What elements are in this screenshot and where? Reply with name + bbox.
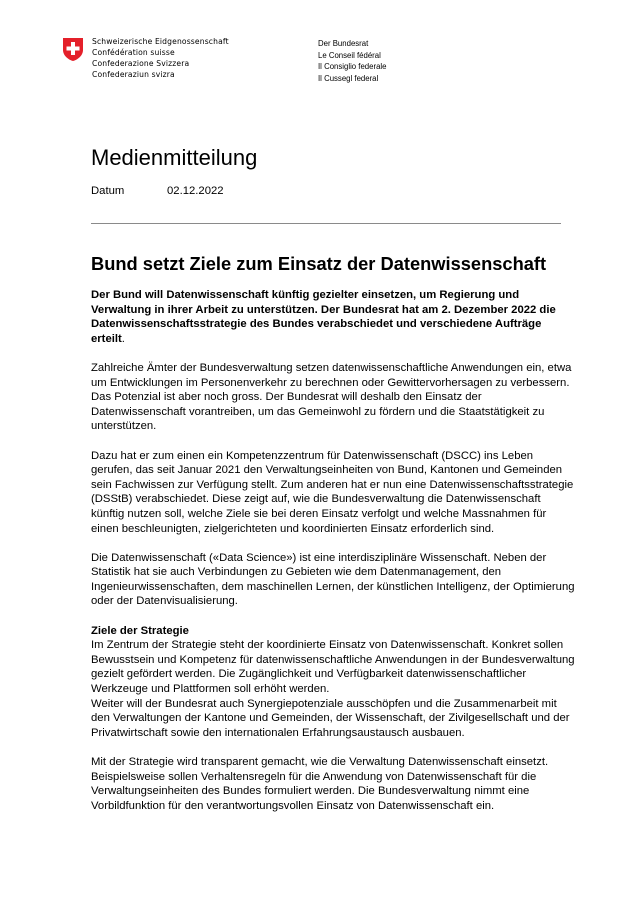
body-paragraph: Dazu hat er zum einen ein Kompetenzzentrum für Datenwissenschaft (DSCC) ins Leben gerufen, das seit Januar 2021 den Verwaltungseinheiten von Bund, Kantonen und Gemeinden sein Fachwissen zur Verfügung stellt. Zum anderen hat er nun eine Datenwissenschaftsstrategie (DSStB) verabschiedet. Diese zeigt auf, wie die Bundesverwaltung die Datenwissenschaft künftig nutzen soll, welche Ziele sie bei deren Einsatz verfolgt und welche Massnahmen für einen beschleunigten, zielgerichteten und koordinierten Einsatz erforderlich sind. [91,449,574,535]
council-name-fr: Le Conseil fédéral [318,50,381,60]
article-body [91,288,576,828]
administration-name-rm: Confederaziun svizra [92,70,175,79]
article-headline: Bund setzt Ziele zum Einsatz der Datenwissenschaft [91,253,547,274]
section-paragraph: Weiter will der Bundesrat auch Synergiepotenziale ausschöpfen und die Zusammenarbeit mit den Verwaltungen der Kantone und Gemeinden, der Wissenschaft, der Zivilgesellschaft und der Privatwirtschaft sowie den internationalen Erfahrungsaustausch ausbauen. [91,697,570,739]
section-paragraph: Im Zentrum der Strategie steht der koordinierte Einsatz von Datenwissenschaft. Konkret sollen Bewusstsein und Kompetenz für datenwissenschaftliche Anwendungen in der Bundesverwaltung gezielt gefördert werden. Die Zugänglichkeit und Verfügbarkeit datenwissenschaftlicher Werkzeuge und Plattformen soll erhöht werden. [91,639,575,696]
federal-council-names [318,38,386,84]
administration-names [92,36,229,80]
body-paragraph: Zahlreiche Ämter der Bundesverwaltung setzen datenwissenschaftliche Anwendungen ein, etwa um Entwicklungen im Personenverkehr zu berechnen oder Gewittervorhersagen zu verbessern. Das Potenzial ist aber noch gross. Der Bundesrat will deshalb den Einsatz der Datenwissenschaft vorantreiben, um das Gemeinwohl zu fördern und die Staatstätigkeit zu unterstützen. [91,361,572,433]
document-type-title: Medienmitteilung [91,145,258,170]
council-name-de: Der Bundesrat [318,39,369,48]
section-heading: Ziele der Strategie [91,624,189,637]
date-label: Datum [91,185,125,197]
lead-end: . [121,332,125,345]
council-name-rm: Il Cussegl federal [318,73,379,83]
council-name-it: Il Consiglio federale [318,62,387,71]
swiss-crest-icon [62,37,84,62]
letterhead [0,0,637,110]
date-row [91,184,224,198]
crest-cross-horizontal [67,47,80,51]
lead-text: Der Bund will Datenwissenschaft künftig gezielter einsetzen, um Regierung und Verwaltung in ihrer Arbeit zu unterstützen. Der Bundesrat hat am 2. Dezember 2022 die Datenwissenschaftsstrategie des Bundes verabschiedet und verschiedene Aufträge erteilt [91,289,556,345]
divider-line [91,223,561,224]
body-paragraph: Die Datenwissenschaft («Data Science») ist eine interdisziplinäre Wissenschaft. Neben der Statistik hat sie auch Verbindungen zu Gebieten wie dem Datenmanagement, den Ingenieurwissenschaften, dem maschinellen Lernen, der künstlichen Intelligenz, der Optimierung oder der Datenvisualisierung. [91,551,575,608]
administration-name-de: Schweizerische Eidgenossenschaft [92,37,229,46]
date-value: 02.12.2022 [167,185,224,197]
closing-paragraph: Mit der Strategie wird transparent gemacht, wie die Verwaltung Datenwissenschaft einsetzt. Beispielsweise sollen Verhaltensregeln für die Anwendung von Datenwissenschaft für die Verwaltungseinheiten des Bundes formuliert werden. Die Bundesverwaltung nimmt eine Vorbildfunktion für den verantwortungsvollen Einsatz von Datenwissenschaft ein. [91,756,549,812]
administration-name-fr: Confédération suisse [92,48,175,57]
lead-paragraph [91,288,576,346]
administration-name-it: Confederazione Svizzera [92,59,190,68]
section-block [91,624,576,741]
